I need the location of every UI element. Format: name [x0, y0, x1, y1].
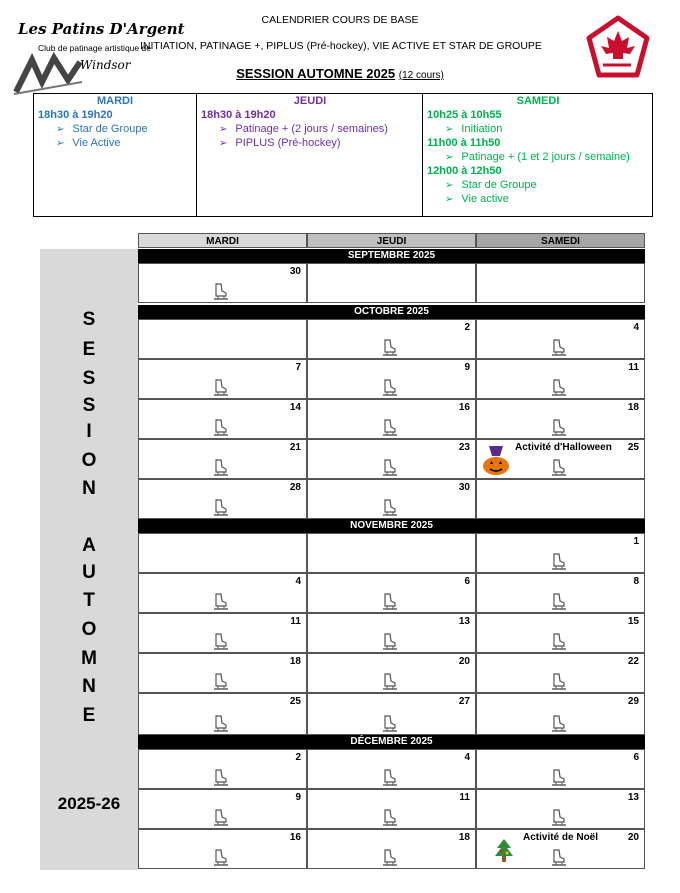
calendar-day-cell: [476, 439, 645, 479]
skate-icon: [211, 768, 231, 788]
calendar-day-cell: [476, 399, 645, 439]
day-number: 4: [633, 322, 639, 333]
day-number: 4: [295, 576, 301, 587]
side-letter: O: [81, 619, 97, 640]
calendar-day-cell: [138, 359, 307, 399]
logo-city: Windsor: [80, 58, 131, 72]
logo-title: Les Patins D'Argent: [18, 20, 185, 38]
calendar-day-cell: [476, 319, 645, 359]
side-letter: O: [81, 450, 97, 471]
calendar-day-cell: [476, 573, 645, 613]
side-letter: U: [82, 562, 96, 583]
calendar-day-cell: [476, 359, 645, 399]
calendar-day-cell: [476, 533, 645, 573]
day-number: 16: [289, 832, 301, 843]
skate-icon: [380, 848, 400, 868]
skate-icon: [380, 808, 400, 828]
skate-icon: [380, 338, 400, 358]
day-number: 28: [289, 482, 301, 493]
calendar-day-cell: [138, 789, 307, 829]
skate-icon: [380, 458, 400, 478]
skate-icon: [549, 552, 569, 572]
calendar-day-cell: [138, 653, 307, 693]
calendar-day-cell: [476, 263, 645, 303]
day-number: 30: [458, 482, 470, 493]
day-number: 18: [289, 656, 301, 667]
calendar-day-cell: [138, 829, 307, 869]
skate-icon: [380, 592, 400, 612]
skate-icon: [380, 418, 400, 438]
side-letter: N: [82, 478, 96, 499]
day-number: 8: [633, 576, 639, 587]
skate-icon: [549, 768, 569, 788]
schedule-samedi: [422, 94, 653, 216]
day-number: 25: [289, 696, 301, 707]
col-header-mardi: MARDI: [138, 233, 307, 248]
pumpkin-icon: [481, 444, 511, 482]
col-header-jeudi: JEUDI: [307, 233, 476, 248]
calendar-day-cell: [138, 399, 307, 439]
skate-icon: [380, 632, 400, 652]
skate-icon: [380, 498, 400, 518]
calendar-day-cell: [307, 613, 476, 653]
calendar-day-cell: [307, 693, 476, 735]
day-number: 18: [458, 832, 470, 843]
calendar-day-cell: [307, 399, 476, 439]
day-number: 9: [295, 792, 301, 803]
calendar-day-cell: [138, 693, 307, 735]
calendar-day-cell: [307, 789, 476, 829]
calendar-day-cell: [476, 749, 645, 789]
skate-icon: [549, 338, 569, 358]
skate-icon: [211, 378, 231, 398]
calendar-day-cell: [307, 479, 476, 519]
day-number: 23: [458, 442, 470, 453]
day-number: 11: [290, 616, 301, 627]
calendar-day-cell: [138, 479, 307, 519]
day-number: 14: [289, 402, 301, 413]
page-title: CALENDRIER COURS DE BASE: [261, 14, 419, 26]
skate-icon: [549, 458, 569, 478]
day-number: 22: [627, 656, 639, 667]
day-number: 20: [458, 656, 470, 667]
schedule-box: [33, 93, 653, 217]
day-number: 2: [295, 752, 301, 763]
calendar-day-cell: [307, 829, 476, 869]
skate-icon: [380, 672, 400, 692]
skate-icon: [211, 714, 231, 734]
session-note: (12 cours): [398, 70, 444, 81]
calendar-day-cell: [138, 573, 307, 613]
calendar-day-cell: [138, 319, 307, 359]
schedule-time: 12h00 à 12h50: [427, 165, 502, 177]
day-number: 15: [627, 616, 639, 627]
skate-icon: [211, 672, 231, 692]
calendar-day-cell: [307, 439, 476, 479]
session-label: SESSION AUTOMNE 2025: [236, 66, 396, 81]
calendar-day-cell: [307, 263, 476, 303]
calendar-day-cell: [307, 533, 476, 573]
day-number: 21: [289, 442, 301, 453]
christmas-tree-icon: [493, 838, 515, 869]
day-number: 7: [295, 362, 301, 373]
page-subtitle: INITIATION, PATINAGE +, PIPLUS (Pré-hockey), VIE ACTIVE ET STAR DE GROUPE: [140, 40, 542, 52]
calendar-day-cell: [307, 359, 476, 399]
day-number: 13: [458, 616, 470, 627]
skate-icon: [211, 498, 231, 518]
skate-icon: [549, 378, 569, 398]
calendar-day-cell: [138, 749, 307, 789]
month-header: SEPTEMBRE 2025: [138, 249, 645, 263]
skate-icon: [380, 714, 400, 734]
schedule-time: 18h30 à 19h20: [38, 109, 113, 121]
skate-icon: [211, 458, 231, 478]
session-title: [140, 66, 540, 81]
side-letter: S: [82, 368, 96, 389]
skate-icon: [549, 808, 569, 828]
calendar-day-cell: [307, 573, 476, 613]
side-letter: E: [82, 705, 96, 726]
skate-icon: [549, 714, 569, 734]
skate-icon: [211, 592, 231, 612]
schedule-day-jeudi: JEUDI: [293, 95, 327, 107]
day-number: 6: [464, 576, 470, 587]
event-label-noel: Activité de Noël: [523, 832, 599, 843]
schedule-item: ➢ Patinage + (2 jours / semaines): [219, 123, 423, 135]
day-number: 2: [464, 322, 470, 333]
day-number: 11: [628, 362, 639, 373]
event-label-halloween: Activité d'Halloween: [515, 442, 612, 453]
calendar-day-cell: [476, 693, 645, 735]
skate-icon: [549, 632, 569, 652]
side-year: 2025-26: [57, 794, 121, 813]
schedule-time: 11h00 à 11h50: [427, 137, 501, 149]
schedule-item: ➢ Vie Active: [56, 137, 196, 149]
calendar-day-cell: [307, 653, 476, 693]
schedule-item: ➢ PIPLUS (Pré-hockey): [219, 137, 423, 149]
side-letter: S: [82, 309, 96, 330]
day-number: 4: [464, 752, 470, 763]
schedule-day-mardi: MARDI: [96, 95, 134, 107]
skate-icon: [211, 282, 231, 302]
schedule-item: ➢ Vie active: [445, 193, 653, 205]
calendar-day-cell: [138, 613, 307, 653]
side-letter: E: [82, 339, 96, 360]
club-logo: [10, 18, 185, 98]
side-letter: S: [82, 395, 96, 416]
skate-icon: [380, 378, 400, 398]
skate-icon: [380, 768, 400, 788]
day-number: 11: [459, 792, 470, 803]
side-letter: N: [82, 676, 96, 697]
calendar-day-cell: [476, 479, 645, 519]
skate-icon: [549, 418, 569, 438]
session-side-panel: [40, 249, 138, 870]
calendar-day-cell: [307, 749, 476, 789]
col-header-samedi: SAMEDI: [476, 233, 645, 248]
day-number: 25: [627, 442, 639, 453]
skate-icon: [211, 848, 231, 868]
day-number: 13: [627, 792, 639, 803]
skate-icon: [211, 632, 231, 652]
calendar-day-cell: [307, 319, 476, 359]
skate-icon: [211, 418, 231, 438]
side-letter: T: [83, 590, 95, 611]
calendar-day-cell: [138, 533, 307, 573]
skate-canada-logo-icon: [585, 15, 651, 81]
day-number: 30: [289, 266, 301, 277]
schedule-day-samedi: SAMEDI: [516, 95, 560, 107]
day-number: 27: [458, 696, 470, 707]
skater-logo-icon: [12, 52, 87, 96]
schedule-time: 10h25 à 10h55: [427, 109, 502, 121]
day-number: 1: [633, 536, 639, 547]
skate-icon: [549, 592, 569, 612]
schedule-item: ➢ Star de Groupe: [445, 179, 653, 191]
month-header: DÉCEMBRE 2025: [138, 735, 645, 749]
calendar-day-cell: [476, 653, 645, 693]
skate-icon: [211, 808, 231, 828]
month-header: OCTOBRE 2025: [138, 305, 645, 319]
calendar-day-cell: [476, 789, 645, 829]
month-header: NOVEMBRE 2025: [138, 519, 645, 533]
day-number: 16: [458, 402, 470, 413]
calendar-day-cell: [476, 613, 645, 653]
schedule-item: ➢ Initiation: [445, 123, 653, 135]
schedule-jeudi: [196, 94, 423, 216]
skate-icon: [549, 848, 569, 868]
day-number: 29: [627, 696, 639, 707]
day-number: 20: [627, 832, 639, 843]
side-letter: A: [82, 535, 96, 556]
day-number: 6: [633, 752, 639, 763]
schedule-item: ➢ Star de Groupe: [56, 123, 196, 135]
schedule-mardi: [34, 94, 196, 216]
calendar-day-cell: [138, 439, 307, 479]
side-letter: I: [86, 421, 92, 442]
skate-icon: [549, 672, 569, 692]
schedule-time: 18h30 à 19h20: [201, 109, 276, 121]
day-number: 9: [464, 362, 470, 373]
side-letter: M: [81, 648, 97, 669]
calendar-day-cell: [476, 829, 645, 869]
logo-subtitle: Club de patinage artistique de: [38, 43, 151, 53]
calendar-day-cell: [138, 263, 307, 303]
day-number: 18: [627, 402, 639, 413]
schedule-item: ➢ Patinage + (1 et 2 jours / semaine): [445, 151, 653, 163]
